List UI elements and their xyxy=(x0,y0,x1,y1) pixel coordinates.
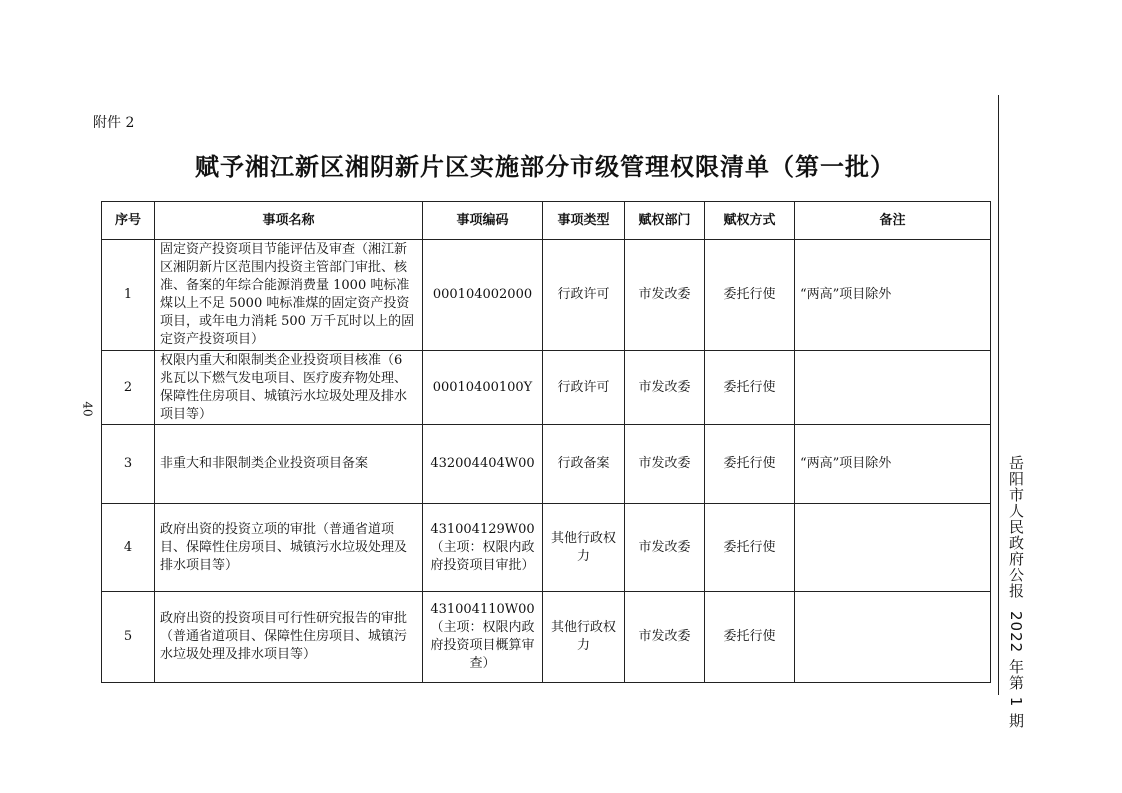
cell-name: 政府出资的投资项目可行性研究报告的审批（普通省道项目、保障性住房项目、城镇污水垃圾处理及排水项目等） xyxy=(155,592,423,683)
cell-code: 431004129W00（主项：权限内政府投资项目审批） xyxy=(423,504,543,592)
table-row xyxy=(102,425,991,504)
header-note: 备注 xyxy=(795,202,991,240)
cell-note xyxy=(795,351,991,425)
cell-note: “两高”项目除外 xyxy=(795,425,991,504)
cell-code: 431004110W00（主项：权限内政府投资项目概算审查） xyxy=(423,592,543,683)
cell-method: 委托行使 xyxy=(705,425,795,504)
cell-no: 5 xyxy=(102,592,155,683)
cell-name: 权限内重大和限制类企业投资项目核准（6 兆瓦以下燃气发电项目、医疗废弃物处理、保障性住房项目、城镇污水垃圾处理及排水项目等） xyxy=(155,351,423,425)
cell-name: 非重大和非限制类企业投资项目备案 xyxy=(155,425,423,504)
journal-name: 岳阳市人民政府公报 xyxy=(1007,455,1025,599)
table-row xyxy=(102,592,991,683)
header-name: 事项名称 xyxy=(155,202,423,240)
journal-issue: 2022 年第 1 期 xyxy=(1007,611,1025,730)
cell-method: 委托行使 xyxy=(705,592,795,683)
table-header-row xyxy=(102,202,991,240)
cell-dept: 市发改委 xyxy=(625,351,705,425)
cell-code: 00010400100Y xyxy=(423,351,543,425)
cell-no: 4 xyxy=(102,504,155,592)
cell-note: “两高”项目除外 xyxy=(795,240,991,351)
cell-dept: 市发改委 xyxy=(625,504,705,592)
cell-dept: 市发改委 xyxy=(625,240,705,351)
cell-note xyxy=(795,504,991,592)
page-number: 40 xyxy=(80,401,95,417)
cell-type: 行政备案 xyxy=(543,425,625,504)
table-row xyxy=(102,351,991,425)
cell-name: 政府出资的投资立项的审批（普通省道项目、保障性住房项目、城镇污水垃圾处理及排水项目等） xyxy=(155,504,423,592)
cell-type: 其他行政权力 xyxy=(543,504,625,592)
cell-no: 3 xyxy=(102,425,155,504)
cell-type: 行政许可 xyxy=(543,240,625,351)
header-code: 事项编码 xyxy=(423,202,543,240)
cell-no: 1 xyxy=(102,240,155,351)
cell-method: 委托行使 xyxy=(705,351,795,425)
header-dept: 赋权部门 xyxy=(625,202,705,240)
cell-dept: 市发改委 xyxy=(625,592,705,683)
page-title: 赋予湘江新区湘阴新片区实施部分市级管理权限清单（第一批） xyxy=(195,153,895,181)
cell-code: 000104002000 xyxy=(423,240,543,351)
cell-note xyxy=(795,592,991,683)
header-type: 事项类型 xyxy=(543,202,625,240)
cell-no: 2 xyxy=(102,351,155,425)
cell-method: 委托行使 xyxy=(705,240,795,351)
table-row xyxy=(102,504,991,592)
permission-list-table xyxy=(101,201,991,683)
cell-method: 委托行使 xyxy=(705,504,795,592)
cell-dept: 市发改委 xyxy=(625,425,705,504)
cell-type: 行政许可 xyxy=(543,351,625,425)
header-method: 赋权方式 xyxy=(705,202,795,240)
attachment-label: 附件 2 xyxy=(93,115,135,131)
journal-footer xyxy=(1006,455,1027,729)
side-divider xyxy=(998,95,999,695)
cell-type: 其他行政权力 xyxy=(543,592,625,683)
cell-code: 432004404W00 xyxy=(423,425,543,504)
table-row xyxy=(102,240,991,351)
header-no: 序号 xyxy=(102,202,155,240)
cell-name: 固定资产投资项目节能评估及审查（湘江新区湘阴新片区范围内投资主管部门审批、核准、备案的年综合能源消费量 1000 吨标准煤以上不足 5000 吨标准煤的固定资产投资项目，或年电力消耗 500 万千瓦时以上的固定资产投资项目） xyxy=(155,240,423,351)
